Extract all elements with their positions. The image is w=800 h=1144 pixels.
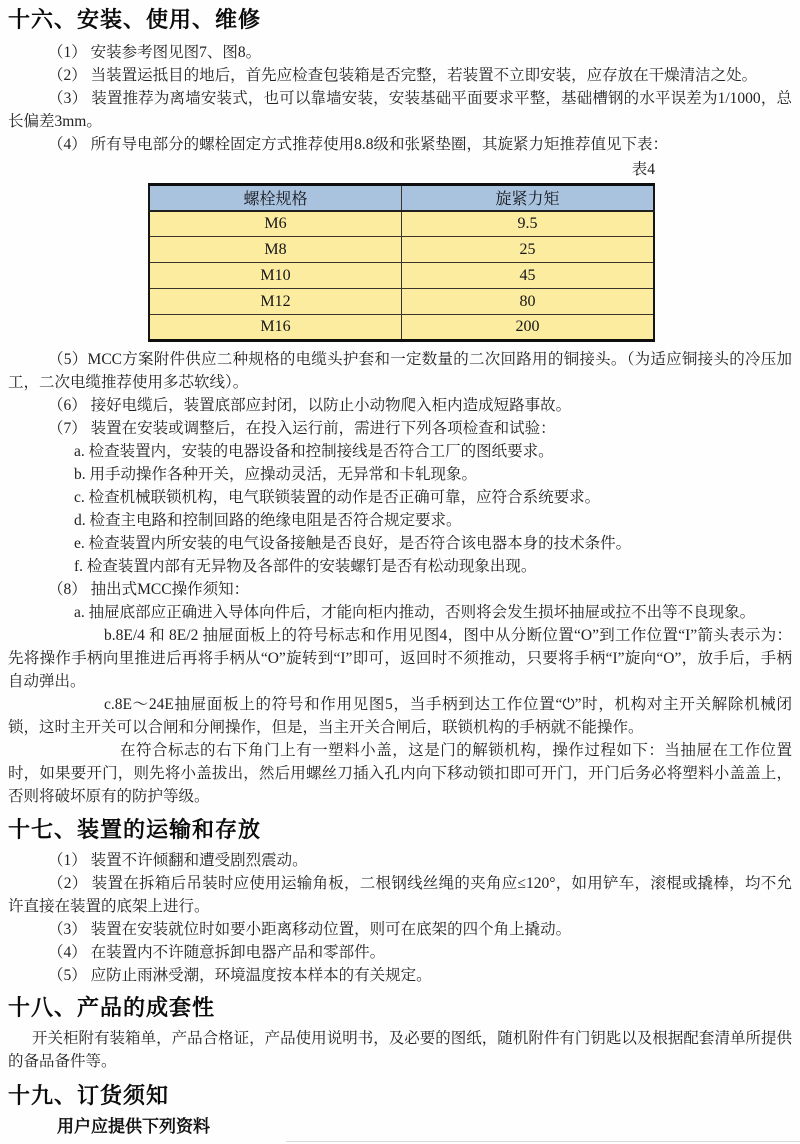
para-16-8d: 在符合标志的右下角门上有一塑料小盖，这是门的解锁机构，操作过程如下：当抽屉在工作位置时，如果要开门，则先将小盖拔出，然后用螺丝刀插入孔内向下移动锁扣即可开门，开门后务必将塑料小盖盖上，否则将破坏原有的防护等级。: [8, 742, 792, 805]
para-16-2: （2） 当装置运抵目的地后，首先应检查包装箱是否完整，若装置不立即安装，应存放在干燥清洁之处。: [48, 67, 758, 84]
table-row: [149, 289, 654, 315]
table-row: [149, 315, 654, 341]
para-16-6: （6） 接好电缆后，装置底部应封闭，以防止小动物爬入柜内造成短路事故。: [48, 397, 572, 414]
para-16-7f: f. 检查装置内部有无异物及各部件的安装螺钉是否有松动现象出现。: [74, 558, 537, 575]
section-19-subheading: 用户应提供下列资料: [57, 1117, 210, 1136]
table-header-torque: 旋紧力矩: [402, 185, 655, 211]
torque-table-container: [148, 183, 792, 342]
para-16-7: （7） 装置在安装或调整后，在投入运行前，需进行下列各项检查和试验：: [48, 420, 556, 437]
cell-torque: 200: [402, 315, 655, 341]
para-16-1: （1） 安装参考图见图7、图8。: [48, 44, 262, 61]
para-17-1: （1） 装置不许倾翻和遭受剧烈震动。: [48, 852, 308, 869]
para-16-8a: a. 抽屉底部应正确进入导体向件后，才能向柜内推动，否则将会发生损坏抽屉或拉不出等不良现象。: [74, 604, 756, 621]
table-row: [149, 263, 654, 289]
para-17-5: （5） 应防止雨淋受潮，环境温度按本样本的有关规定。: [48, 967, 432, 984]
para-16-7c: c. 检查机械联锁机构，电气联锁装置的动作是否正确可靠，应符合系统要求。: [74, 489, 601, 506]
cell-torque: 9.5: [402, 211, 655, 237]
para-16-4: （4） 所有导电部分的螺栓固定方式推荐使用8.8级和张紧垫圈，其旋紧力矩推荐值见下表：: [48, 136, 669, 153]
para-16-7a: a. 检查装置内，安装的电器设备和控制接线是否符合工厂的图纸要求。: [74, 443, 554, 460]
para-16-3: （3） 装置推荐为离墙安装式，也可以靠墙安装，安装基础平面要求平整，基础槽钢的水平误差为1/1000，总长偏差3mm。: [8, 90, 792, 130]
para-17-4: （4） 在装置内不许随意拆卸电器产品和零部件。: [48, 944, 386, 961]
cell-bolt-spec: M6: [149, 211, 402, 237]
section-18-heading: 十八、产品的成套性: [8, 995, 216, 1020]
cell-torque: 25: [402, 237, 655, 263]
para-16-8c: c.8E～24E抽屉面板上的符号和作用见图5，当手柄到达工作位置“⏻”时，机构对主开关解除机械闭锁，这时主开关可以合闸和分闸操作，但是，当主开关合闸后，联锁机构的手柄就不能操作。: [8, 696, 792, 736]
table-header-row: [149, 185, 654, 211]
para-16-7d: d. 检查主电路和控制回路的绝缘电阻是否符合规定要求。: [74, 512, 462, 529]
cell-bolt-spec: M16: [149, 315, 402, 341]
para-16-7e: e. 检查装置内所安装的电气设备接触是否良好，是否符合该电器本身的技术条件。: [74, 535, 632, 552]
section-16-heading: 十六、安装、使用、维修: [8, 7, 262, 32]
table-4-label: 表4: [631, 161, 655, 178]
cell-torque: 80: [402, 289, 655, 315]
torque-table: [148, 183, 655, 342]
para-16-5: （5）MCC方案附件供应二种规格的电缆头护套和一定数量的二次回路用的铜接头。（为适应铜接头的冷压加工，二次电缆推荐使用多芯软线）。: [8, 351, 792, 391]
section-19-heading: 十九、订货须知: [8, 1083, 170, 1108]
para-18-1: 开关柜附有装箱单，产品合格证，产品使用说明书，及必要的图纸，随机附件有门钥匙以及根据配套清单所提供的备品备件等。: [8, 1030, 792, 1070]
para-16-8: （8） 抽出式MCC操作须知：: [48, 581, 250, 598]
para-16-7b: b. 用手动操作各种开关，应操动灵活，无异常和卡轧现象。: [74, 466, 478, 483]
table-header-bolt-spec: 螺栓规格: [149, 185, 402, 211]
cell-bolt-spec: M12: [149, 289, 402, 315]
para-16-8b: b.8E/4 和 8E/2 抽屉面板上的符号标志和作用见图4，图中从分断位置“O”到工作位置“I”箭头表示为：先将操作手柄向里推进后再将手柄从“O”旋转到“I”即可，返回时不须推动，只要将手柄“I”旋向“O”，放手后，手柄自动弹出。: [8, 627, 792, 690]
table-row: [149, 211, 654, 237]
cell-bolt-spec: M10: [149, 263, 402, 289]
table-row: [149, 237, 654, 263]
cell-torque: 45: [402, 263, 655, 289]
para-17-3: （3） 装置在安装就位时如要小距离移动位置，则可在底架的四个角上撬动。: [48, 921, 572, 938]
para-17-2: （2） 装置在拆箱后吊装时应使用运输角板，二根钢线丝绳的夹角应≤120°，如用铲车，滚棍或撬棒，均不允许直接在装置的底架上进行。: [8, 875, 792, 915]
scan-artifact-line: [286, 1141, 800, 1142]
cell-bolt-spec: M8: [149, 237, 402, 263]
section-17-heading: 十七、装置的运输和存放: [8, 817, 262, 842]
